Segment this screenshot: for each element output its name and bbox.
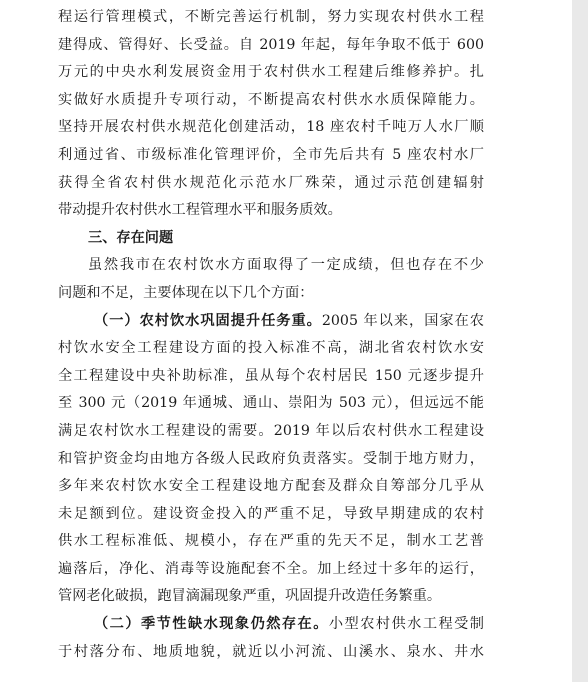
text-line: 获得全省农村供水规范化示范水厂殊荣，通过示范创建辐射	[58, 174, 484, 191]
text-line: 满足农村饮水工程建设的需要。2019 年以后农村供水工程建设	[58, 422, 484, 439]
text-line: 坚持开展农村供水规范化创建活动，18 座农村千吨万人水厂顺	[58, 119, 484, 136]
text-line: 程运行管理模式，不断完善运行机制，努力实现农村供水工程	[58, 9, 484, 25]
text-line: 建得成、管得好、长受益。自 2019 年起，每年争取不低于 600	[58, 36, 484, 53]
paragraph-item-1	[58, 308, 484, 612]
paragraph-intro	[58, 252, 484, 307]
text-line: 至 300 元（2019 年通城、通山、崇阳为 503 元），但远远不能	[58, 395, 484, 412]
item-lead-rest: 小型农村供水工程受制	[328, 616, 484, 633]
paragraph-management	[58, 4, 484, 225]
text-line: 问题和不足，主要体现在以下几个方面：	[58, 284, 314, 301]
text-line: 于村落分布、地质地貌，就近以小河流、山溪水、泉水、井水	[58, 643, 484, 660]
text-line: 虽然我市在农村饮水方面取得了一定成绩，但也存在不少	[88, 257, 484, 274]
item-lead-rest: 2005 年以来，国家在农	[321, 312, 484, 329]
text-line: 带动提升农村供水工程管理水平和服务质效。	[58, 202, 342, 219]
text-line: 村饮水安全工程建设方面的投入标准不高，湖北省农村饮水安	[58, 340, 484, 357]
text-line: 和管护资金均由地方各级人民政府负责落实。受制于地方财力，	[58, 450, 484, 467]
text-line: 全工程建设中央补助标准，虽从每个农村居民 150 元逐步提升	[58, 367, 484, 384]
text-line: 利通过省、市级标准化管理评价，全市先后共有 5 座农村水厂	[58, 146, 484, 163]
text-line: 管网老化破损，跑冒滴漏现象严重，巩固提升改造任务繁重。	[58, 588, 442, 605]
text-line: 实做好水质提升专项行动，不断提高农村供水水质保障能力。	[58, 91, 484, 108]
section-heading: 三、存在问题	[88, 229, 174, 246]
text-line: 遍落后，净化、消毒等设施配套不全。加上经过十多年的运行，	[58, 560, 484, 577]
scroll-gutter[interactable]	[572, 0, 588, 682]
text-line: 万元的中央水利发展资金用于农村供水工程建后维修养护。扎	[58, 64, 484, 81]
item-lead: （一）农村饮水巩固提升任务重。	[94, 312, 322, 329]
text-line: 供水工程标准低、规模小，存在严重的先天不足，制水工艺普	[58, 533, 484, 550]
document-body	[58, 4, 484, 666]
text-line: 未足额到位。建设资金投入的严重不足，导致早期建成的农村	[58, 505, 484, 522]
text-line	[58, 308, 484, 336]
paragraph-item-2	[58, 611, 484, 666]
text-line: 多年来农村饮水安全工程建设地方配套及群众自筹部分几乎从	[58, 478, 484, 495]
text-line	[58, 611, 484, 639]
item-lead: （二）季节性缺水现象仍然存在。	[94, 616, 329, 633]
